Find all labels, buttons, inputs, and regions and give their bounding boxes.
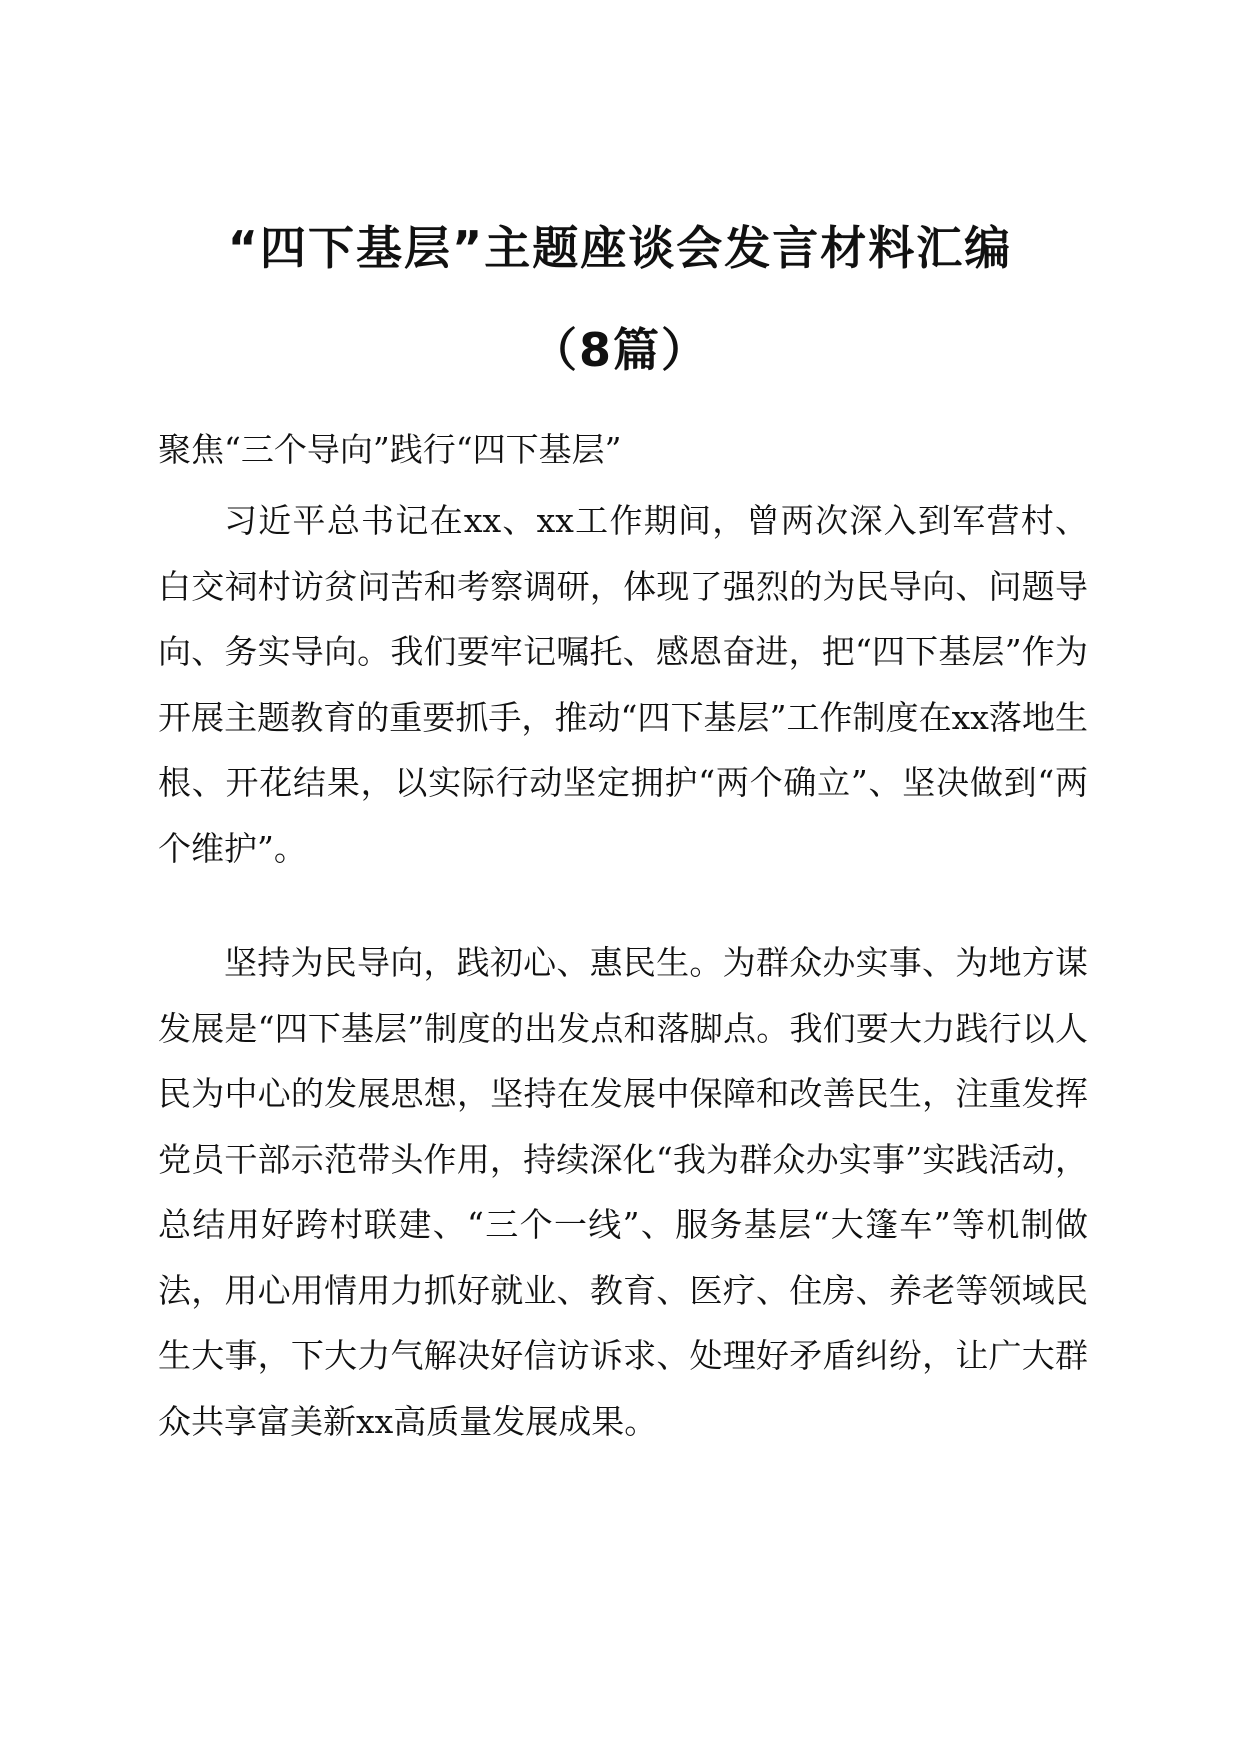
document-subtitle: （8篇） xyxy=(530,323,709,377)
section-heading: 聚焦“三个导向”践行“四下基层” xyxy=(158,430,622,469)
document-title: “四下基层”主题座谈会发言材料汇编 xyxy=(227,221,1013,275)
body-paragraph: 坚持为民导向，践初心、惠民生。为群众办实事、为地方谋发展是“四下基层”制度的出发点和落脚点。我们要大力践行以人民为中心的发展思想，坚持在发展中保障和改善民生，注重发挥党员干部示范带头作用，持续深化“我为群众办实事”实践活动，总结用好跨村联建、“三个一线”、服务基层“大篷车”等机制做法，用心用情用力抓好就业、教育、医疗、住房、养老等领域民生大事，下大力气解决好信访诉求、处理好矛盾纠纷，让广大群众共享富美新xx高质量发展成果。 xyxy=(158,943,1088,1441)
body-paragraph: 习近平总书记在xx、xx工作期间，曾两次深入到军营村、白交祠村访贫问苦和考察调研，体现了强烈的为民导向、问题导向、务实导向。我们要牢记嘱托、感恩奋进，把“四下基层”作为开展主题教育的重要抓手，推动“四下基层”工作制度在xx落地生根、开花结果，以实际行动坚定拥护“两个确立”、坚决做到“两个维护”。 xyxy=(158,501,1088,868)
